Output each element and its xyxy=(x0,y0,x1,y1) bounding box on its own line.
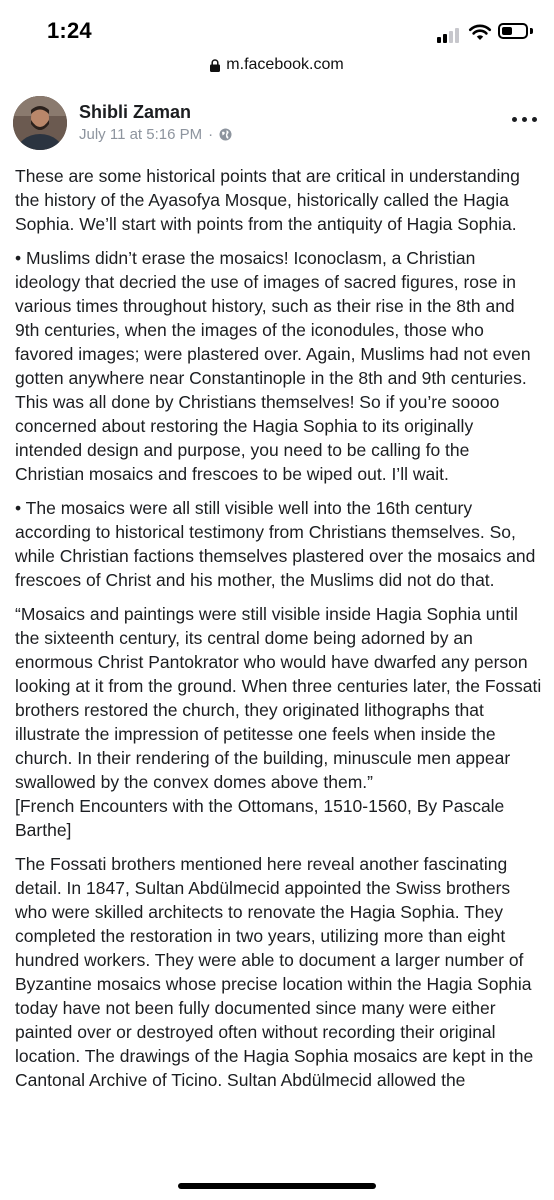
post-paragraph: These are some historical points that are critical in understanding the history of the Ayasofya Mosque, historically called the Hagia Sophia. We’ll start with points from the antiquity of Hagia Sophia. xyxy=(15,166,520,234)
status-time: 1:24 xyxy=(47,18,92,43)
cellular-signal-icon xyxy=(437,27,463,43)
browser-url-bar[interactable] xyxy=(0,56,554,86)
url-text: m.facebook.com xyxy=(226,56,344,73)
battery-tip xyxy=(530,28,533,34)
home-indicator[interactable] xyxy=(178,1183,376,1189)
post-paragraph: The Fossati brothers mentioned here reveal another fascinating detail. In 1847, Sultan Abdülmecid appointed the Swiss brothers who were skilled architects to renovate the Hagia Sophia. They completed the restoration in two years, utilizing more than eight hundred workers. They were able to document a larger number of Byzantine mosaics whose precise location within the Hagia Sophia today have not been fully documented since many were either painted over or destroyed often without recording their original location. The drawings of the Hagia Sophia mosaics are kept in the Cantonal Archive of Ticino. Sultan Abdülmecid allowed the xyxy=(15,854,534,1090)
status-bar xyxy=(0,0,554,56)
post-header xyxy=(0,92,554,156)
avatar[interactable] xyxy=(13,96,67,150)
post-author-name[interactable]: Shibli Zaman xyxy=(79,102,192,122)
post-quote: “Mosaics and paintings were still visible inside Hagia Sophia until the sixteenth century, its central dome being adorned by an enormous Christ Pantokrator who would have dwarfed any person looking at it from the ground. When three centuries later, the Fossati brothers restored the church, they originated lithographs that illustrate the impression of petitesse one feels when inside the church. In their rendering of the building, minuscule men appear swallowed by the convex domes above them.” xyxy=(15,604,542,792)
post-paragraph: • Muslims didn’t erase the mosaics! Iconoclasm, a Christian ideology that decried the use of images of sacred figures, rose in various times throughout history, such as their rise in the 8th and 9th centuries, when the images of the iconodules, those who favored images; were plastered over. Again, Muslims had not even gotten anywhere near Constantinople in the 8th and 9th centuries. This was all done by Christians themselves! So if you’re soooo concerned about restoring the Hagia Sophia to its originally intended design and purpose, you need to be calling fo the Christian mosaics and frescoes to be wiped out. I’ll wait. xyxy=(15,248,531,484)
post-body xyxy=(15,164,543,1102)
profile-photo xyxy=(13,96,67,150)
post-meta xyxy=(79,126,232,143)
post-timestamp[interactable]: July 11 at 5:16 PM xyxy=(79,126,203,143)
meta-separator: · xyxy=(208,126,214,143)
more-options-icon[interactable] xyxy=(512,114,538,124)
post-citation: [French Encounters with the Ottomans, 1510-1560, By Pascale Barthe] xyxy=(15,796,505,840)
battery-icon xyxy=(498,23,528,39)
lock-icon xyxy=(210,59,220,72)
globe-icon xyxy=(219,128,232,141)
post-paragraph: • The mosaics were all still visible well into the 16th century according to historical testimony from Christians themselves. So, while Christian factions themselves plastered over the mosaics and frescoes of Christ and his mother, the Muslims did not do that. xyxy=(15,498,536,590)
wifi-icon xyxy=(468,22,492,42)
